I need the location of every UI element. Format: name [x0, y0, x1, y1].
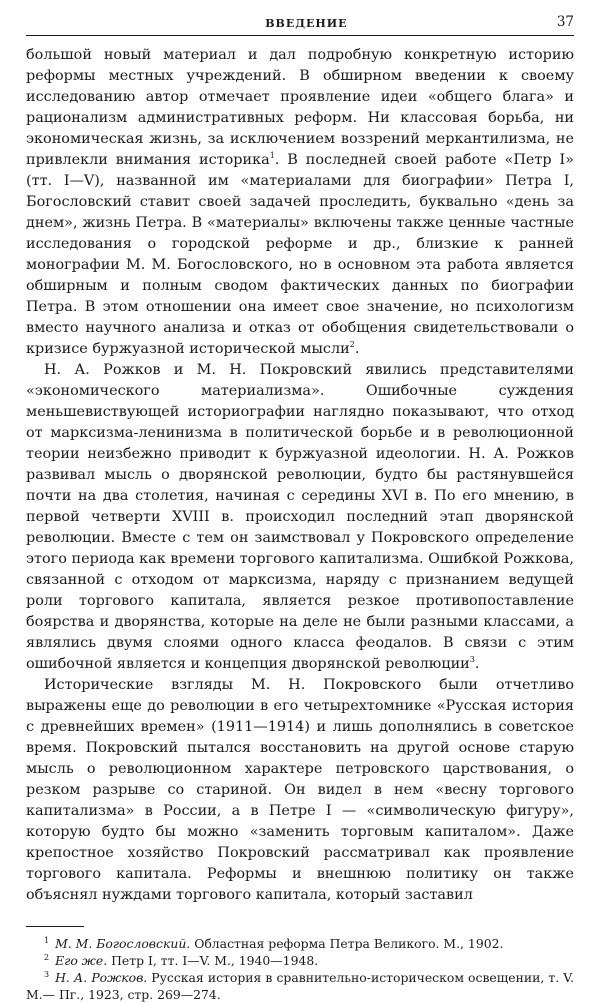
page-header: [26, 14, 574, 36]
paragraph: [26, 45, 574, 360]
footnote-author: Н. А. Рожков.: [55, 970, 148, 985]
paragraph-text: Исторические взгляды М. Н. Покровского были отчетливо выражены еще до революции в его четырехтомнике «Русская история с древнейших времен» (1911—1914) и лишь дополнялись в советское время. Покровский пытался восстановить на другой основе старую мысль о революционном характере петровского царствования, о резком разрыве со стариной. Он видел в нем «весну торгового капитализма» в России, а в Петре I — «символическую фигуру», которую будто бы можно «заменить торговым капиталом». Даже крепостное хозяйство Покровский рассматривал как проявление торгового капитала. Реформы и внешнюю политику он также объяснял нуждами торгового капитала, который заставил: [26, 677, 574, 903]
page-number: 37: [556, 14, 574, 30]
paragraph-text: .: [474, 656, 480, 672]
footnote-text: Русская история в сравнительно-историческом освещении, т. V. М.— Пг., 1923, стр. 269—274.: [26, 970, 574, 1002]
paragraph-text: . В последней своей работе «Петр I» (тт. I—V), названной им «материалами для биографии» Петра I, Богословский ставит своей задачей проследить, буквально «день за днем», жизнь Петра. В «материалы» включены также ценные частные исследования о городской реформе и др., близкие к ранней монографии М. М. Богословского, но в основном эта работа является обширным и полным сводом фактических данных по биографии Петра. В этом отношении она имеет свое значение, но психологизм вместо научного анализа и отказ от обобщения свидетельствовали о кризисе буржуазной исторической мысли: [26, 152, 574, 357]
footnote-number: 1: [44, 935, 50, 945]
paragraph: [26, 675, 574, 906]
paragraph-text: Н. А. Рожков и М. Н. Покровский явились представителями «экономического материализма». Ошибочные суждения меньшевиствующей историографии наглядно показывают, что отход от марксизма-ленинизма в политической борьбе и в революционной теории неизбежно приводит к буржуазной идеологии. Н. А. Рожков развивал мысль о дворянской революции, будто бы растянувшейся почти на два столетия, начиная с середины XVI в. По его мнению, в первой четверти XVIII в. происходил последний этап дворянской революции. Вместе с тем он заимствовал у Покровского определение этого периода как времени торгового капитализма. Ошибкой Рожкова, связанной с отходом от марксизма, наряду с признанием ведущей роли торгового капитала, является резкое противопоставление боярства и дворянства, которые на деле не были разными классами, а являлись двумя слоями одного класса феодалов. В связи с этим ошибочной является и концепция дворянской революции: [26, 362, 574, 672]
paragraph-text: .: [354, 341, 360, 357]
footnote: [26, 952, 574, 969]
footnote-author: Его же.: [55, 953, 108, 968]
running-title: ВВЕДЕНИЕ: [265, 17, 348, 30]
footnote: [26, 935, 574, 952]
footnote: [26, 969, 574, 1003]
footnote-author: М. М. Богословский.: [55, 936, 191, 951]
footnote-text: Областная реформа Петра Великого. М., 1902.: [190, 936, 504, 951]
paragraph: [26, 360, 574, 675]
footnote-number: 3: [44, 969, 50, 979]
footnote-reference[interactable]: 3: [469, 655, 475, 665]
footnotes: [26, 935, 574, 1003]
paragraph-text: большой новый материал и дал подробную конкретную историю реформы местных учреждений. В обширном введении к своему исследованию автор отмечает проявление идеи «общего блага» и рационализм административных реформ. Ни классовая борьба, ни экономическая жизнь, за исключением воззрений меркантилизма, не привлекли внимания историка: [26, 47, 574, 168]
footnote-text: Петр I, тт. I—V. М., 1940—1948.: [107, 953, 319, 968]
footnote-reference[interactable]: 2: [349, 340, 355, 350]
footnote-number: 2: [44, 952, 50, 962]
main-text: [26, 45, 574, 906]
footnote-divider: [26, 926, 84, 927]
footnote-reference[interactable]: 1: [269, 151, 275, 161]
